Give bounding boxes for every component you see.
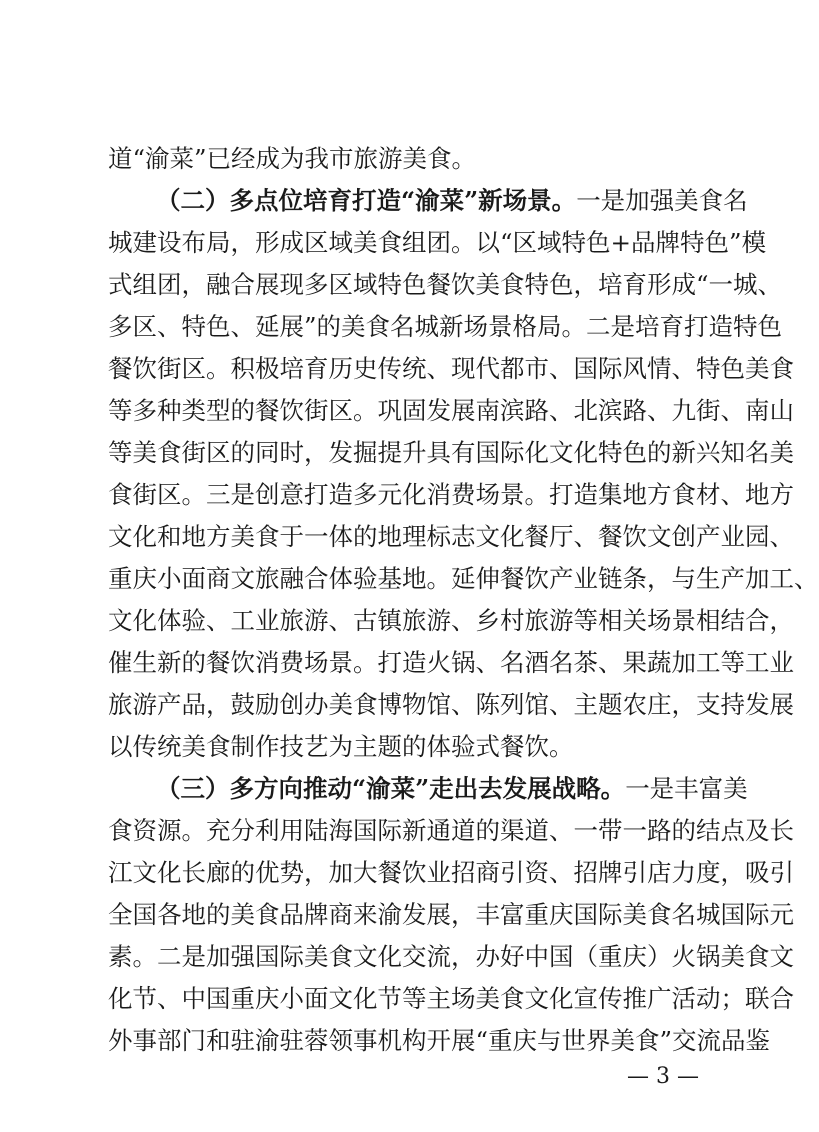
paragraph-3-line-6: 化节、中国重庆小面文化节等主场美食文化宣传推广活动；联合: [108, 984, 794, 1013]
paragraph-2-line-6: 等多种类型的餐饮街区。巩固发展南滨路、北滨路、九街、南山: [108, 396, 794, 425]
paragraph-3-line-5: 素。二是加强国际美食文化交流，办好中国（重庆）火锅美食文: [108, 942, 794, 971]
paragraph-2-line-8: 食街区。三是创意打造多元化消费场景。打造集地方食材、地方: [108, 480, 794, 509]
paragraph-3-first-line-text: 一是丰富美: [625, 774, 748, 803]
paragraph-2-line-11: 文化体验、工业旅游、古镇旅游、乡村旅游等相关场景相结合，: [108, 606, 794, 635]
paragraph-3-first-line: [156, 774, 748, 804]
paragraph-2-line-2: 城建设布局，形成区域美食组团。以“区域特色+品牌特色”模: [108, 228, 767, 257]
paragraph-2-line-3: 式组团，融合展现多区域特色餐饮美食特色，培育形成“一城、: [108, 270, 783, 299]
paragraph-3-line-7: 外事部门和驻渝驻蓉领事机构开展“重庆与世界美食”交流品鉴: [108, 1026, 771, 1055]
paragraph-3-line-2: 食资源。充分利用陆海国际新通道的渠道、一带一路的结点及长: [108, 816, 794, 845]
paragraph-2-line-13: 旅游产品，鼓励创办美食博物馆、陈列馆、主题农庄，支持发展: [108, 690, 794, 719]
paragraph-2-line-5: 餐饮街区。积极培育历史传统、现代都市、国际风情、特色美食: [108, 354, 794, 383]
page-number: — 3 —: [627, 1064, 699, 1089]
paragraph-2-line-9: 文化和地方美食于一体的地理标志文化餐厅、餐饮文创产业园、: [108, 522, 794, 551]
paragraph-2-line-10: 重庆小面商文旅融合体验基地。延伸餐饮产业链条，与生产加工、: [108, 564, 819, 593]
section-heading-2: （二）多点位培育打造“渝菜”新场景。: [156, 186, 577, 215]
section-heading-3: （三）多方向推动“渝菜”走出去发展战略。: [156, 774, 626, 803]
paragraph-3-line-3: 江文化长廊的优势，加大餐饮业招商引资、招牌引店力度，吸引: [108, 858, 794, 887]
paragraph-2-line-7: 等美食街区的同时，发掘提升具有国际化文化特色的新兴知名美: [108, 438, 794, 467]
paragraph-1-line-1: 道“渝菜”已经成为我市旅游美食。: [108, 144, 477, 173]
paragraph-3-line-4: 全国各地的美食品牌商来渝发展，丰富重庆国际美食名城国际元: [108, 900, 794, 929]
paragraph-2-first-line: [156, 186, 748, 216]
paragraph-2-line-14: 以传统美食制作技艺为主题的体验式餐饮。: [108, 732, 574, 761]
paragraph-2-line-12: 催生新的餐饮消费场景。打造火锅、名酒名茶、果蔬加工等工业: [108, 648, 794, 677]
paragraph-2-first-line-text: 一是加强美食名: [576, 186, 748, 215]
paragraph-2-line-4: 多区、特色、延展”的美食名城新场景格局。二是培育打造特色: [108, 312, 783, 341]
